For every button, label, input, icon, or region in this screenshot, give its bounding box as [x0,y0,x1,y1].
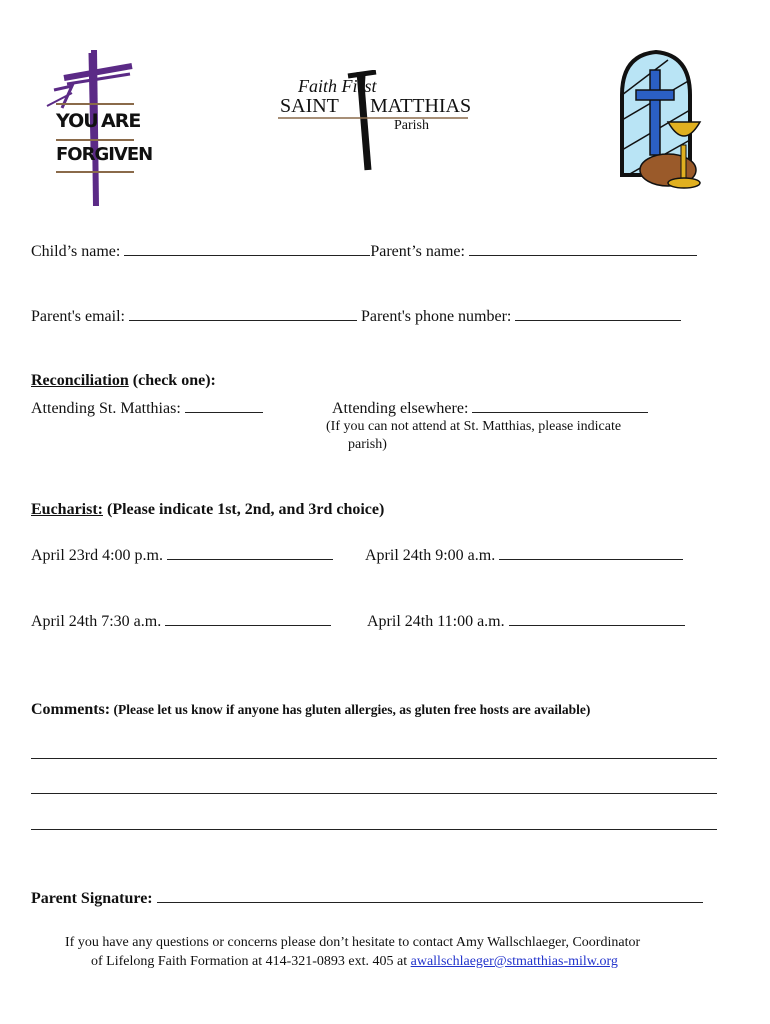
eucharist-slot-3 [31,611,331,631]
reconciliation-elsewhere-row [332,398,648,418]
attending-elsewhere-field[interactable] [472,398,648,413]
eucharist-slot-4 [367,611,685,631]
comments-note: (Please let us know if anyone has gluten allergies, as gluten free hosts are available) [110,702,591,717]
parent-name-label: Parent’s name: [370,243,465,260]
parent-phone-label: Parent's phone number: [360,308,512,325]
parent-contact-row [31,306,681,326]
logo-text-you: YOU [56,110,98,132]
footer-contact-text: of Lifelong Faith Formation at 414-321-0893 ext. 405 at [91,954,411,969]
comment-line-2[interactable] [31,793,717,794]
saint-matthias-logo [278,70,472,175]
slot-choice-field[interactable] [167,545,333,560]
reconciliation-instruction: (check one): [128,372,216,389]
slot-label: April 24th 9:00 a.m. [365,547,496,564]
child-name-field[interactable] [124,241,370,256]
signature-label: Parent Signature: [31,890,153,907]
slot-label: April 24th 11:00 a.m. [367,613,505,630]
attending-here-field[interactable] [185,398,263,413]
logo-text-forgiven: FORGIVEN [56,144,153,165]
reconciliation-note-line2: parish) [348,437,387,452]
child-name-label: Child’s name: [31,243,121,260]
eucharist-title: Eucharist: [31,501,103,518]
logo-parish: Parish [394,118,429,133]
slot-label: April 24th 7:30 a.m. [31,613,162,630]
parent-name-field[interactable] [469,241,697,256]
logo-faith-first: Faith First [298,76,377,96]
reconciliation-note-line1: (If you can not attend at St. Matthias, please indicate [326,419,622,434]
reconciliation-here-row [31,398,263,418]
slot-choice-field[interactable] [509,611,685,626]
comment-line-3[interactable] [31,829,717,830]
slot-choice-field[interactable] [499,545,683,560]
stained-glass-logo [618,50,718,190]
signature-row [31,888,703,908]
stained-glass-chalice-icon [618,50,718,190]
eucharist-heading [31,501,384,519]
comment-line-1[interactable] [31,758,717,759]
eucharist-instruction: (Please indicate 1st, 2nd, and 3rd choice) [103,501,385,518]
eucharist-slot-2 [365,545,683,565]
footer-line-1: If you have any questions or concerns please don’t hesitate to contact Amy Wallschlaeger, Coordinator [65,935,641,950]
logo-text-are: ARE [101,110,141,132]
signature-field[interactable] [157,888,703,903]
parent-phone-field[interactable] [515,306,681,321]
attending-here-label: Attending St. Matthias: [31,400,181,417]
reconciliation-title: Reconciliation [31,372,129,389]
parent-email-label: Parent's email: [31,308,125,325]
reconciliation-heading [31,372,216,390]
logo-matthias: MATTHIAS [370,95,472,117]
footer-line-2 [91,954,618,970]
contact-email-link[interactable]: awallschlaeger@stmatthias-milw.org [410,954,618,969]
slot-choice-field[interactable] [165,611,331,626]
you-are-forgiven-logo [42,48,153,208]
child-name-row [31,241,697,261]
attending-elsewhere-label: Attending elsewhere: [332,400,469,417]
slot-label: April 23rd 4:00 p.m. [31,547,163,564]
comments-heading [31,701,590,719]
parent-email-field[interactable] [129,306,357,321]
eucharist-slot-1 [31,545,333,565]
comments-label: Comments: [31,701,111,718]
logo-saint: SAINT [280,95,339,117]
